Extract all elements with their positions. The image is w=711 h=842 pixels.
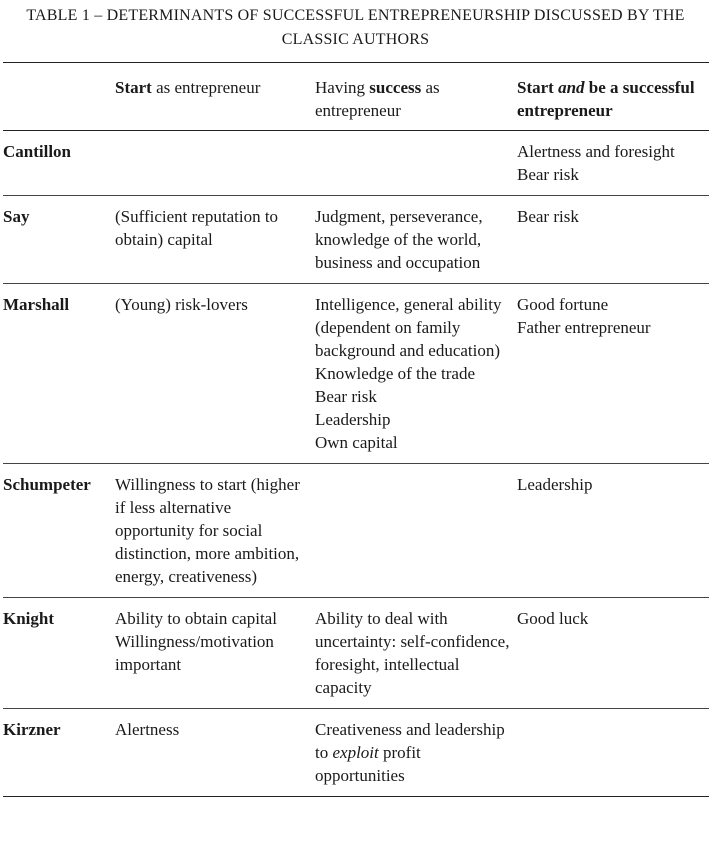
both-cell (517, 464, 709, 598)
cell-line: Good fortune (517, 295, 609, 314)
table-row (3, 709, 709, 797)
table-row (3, 131, 709, 196)
header-author (3, 63, 115, 131)
author-name: Knight (3, 609, 55, 628)
cell-line: Bear risk (517, 165, 579, 184)
header-row (3, 63, 709, 131)
table-caption (0, 4, 711, 52)
cell-line: Bear risk (517, 207, 579, 226)
author-name: Say (3, 207, 30, 226)
both-cell (517, 196, 709, 284)
success-cell: Creativeness and leadership to exploit profit opportunities (315, 720, 505, 785)
table-row (3, 598, 709, 709)
cell-line: Own capital (315, 433, 398, 452)
cell-line: (Sufficient reputation to obtain) capital (115, 207, 279, 249)
cell-line: Bear risk (315, 387, 377, 406)
cell-line: Willingness/motivation important (115, 632, 274, 674)
table-row (3, 196, 709, 284)
header-success: Having success as entrepreneur (315, 78, 440, 120)
cell-line: Ability to obtain capital (115, 609, 277, 628)
both-cell (517, 598, 709, 709)
start-cell (115, 464, 315, 598)
success-cell (315, 284, 517, 464)
cell-line: Leadership (517, 475, 593, 494)
start-cell (115, 284, 315, 464)
author-name: Kirzner (3, 720, 61, 739)
start-cell (115, 709, 315, 797)
cell-line: Alertness (115, 720, 180, 739)
both-cell (517, 284, 709, 464)
success-cell (315, 464, 517, 598)
success-cell (315, 598, 517, 709)
table-row (3, 284, 709, 464)
start-cell (115, 196, 315, 284)
author-name: Schumpeter (3, 475, 91, 494)
success-cell (315, 131, 517, 196)
cell-line: Good luck (517, 609, 589, 628)
cell-line: Judgment, perseverance, knowledge of the world, business and occupation (315, 207, 483, 272)
header-both: Start and be a successful entrepreneur (517, 78, 695, 120)
both-cell (517, 131, 709, 196)
caption-line-1: TABLE 1 – DETERMINANTS OF SUCCESSFUL ENTREPRENEURSHIP DISCUSSED BY THE (26, 7, 685, 24)
cell-line: Ability to deal with uncertainty: self-confidence, foresight, intellectual capacity (315, 609, 510, 697)
start-cell (115, 131, 315, 196)
author-name: Marshall (3, 295, 70, 314)
table-row (3, 464, 709, 598)
cell-line: (Young) risk-lovers (115, 295, 248, 314)
cell-line: Leadership (315, 410, 391, 429)
cell-line: Alertness and foresight (517, 142, 675, 161)
start-cell (115, 598, 315, 709)
cell-line: Father entrepreneur (517, 318, 651, 337)
cell-line: Willingness to start (higher if less alternative opportunity for social distinction, more ambition, energy, creativeness) (115, 475, 300, 586)
author-name: Cantillon (3, 142, 72, 161)
header-start: Start as entrepreneur (115, 78, 261, 97)
cell-line: Intelligence, general ability (dependent on family background and education) (315, 295, 502, 360)
caption-line-2: CLASSIC AUTHORS (281, 31, 430, 48)
cell-line: Knowledge of the trade (315, 364, 476, 383)
both-cell (517, 709, 709, 797)
success-cell (315, 196, 517, 284)
determinants-table (3, 62, 709, 797)
